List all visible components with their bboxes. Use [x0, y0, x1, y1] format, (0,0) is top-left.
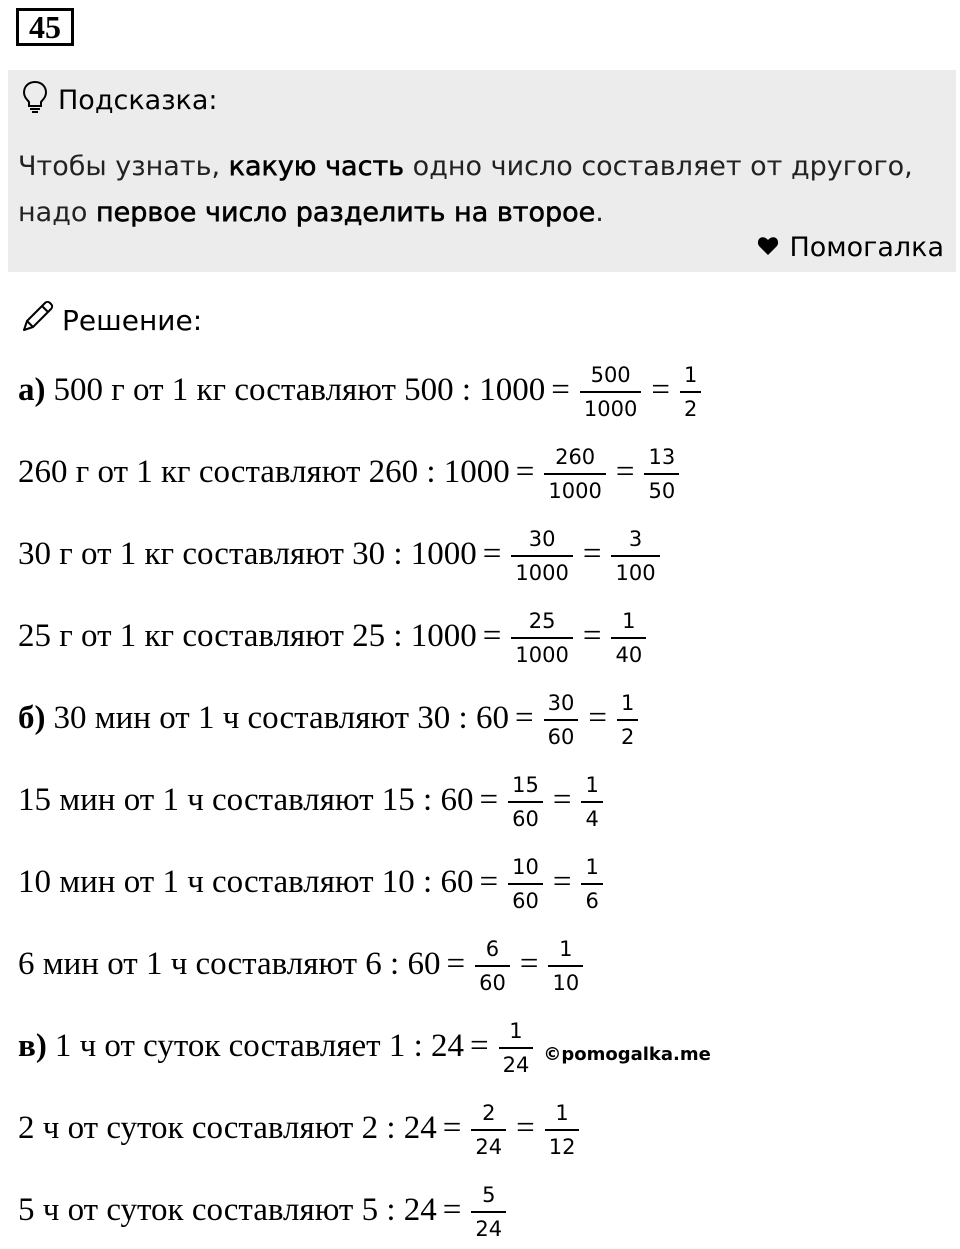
- line-text: 30 г от 1 кг составляют 30 : 1000: [18, 535, 477, 572]
- first-numerator: 10: [512, 854, 539, 879]
- line-text: 6 мин от 1 ч составляют 6 : 60: [18, 945, 441, 982]
- line-text: 5 ч от суток составляют 5 : 24: [18, 1191, 437, 1228]
- equals-sign: =: [582, 617, 602, 654]
- result-denominator: 4: [581, 801, 602, 830]
- first-fraction: [544, 444, 605, 503]
- line-text: 15 мин от 1 ч составляют 15 : 60: [18, 781, 474, 818]
- first-fraction: [544, 690, 579, 749]
- result-denominator: 100: [611, 555, 659, 584]
- line-text: 10 мин от 1 ч составляют 10 : 60: [18, 863, 474, 900]
- result-numerator: 13: [648, 444, 676, 469]
- first-numerator: 15: [512, 772, 539, 797]
- first-numerator: 5: [482, 1182, 496, 1207]
- result-numerator: 1: [683, 362, 698, 387]
- first-denominator: 60: [475, 965, 510, 994]
- first-numerator: 6: [485, 936, 500, 961]
- part-label: б): [18, 699, 46, 736]
- first-denominator: 1000: [511, 637, 572, 666]
- hint-header: [22, 80, 218, 120]
- equals-sign: =: [552, 863, 572, 900]
- first-denominator: 60: [544, 719, 579, 748]
- first-denominator: 1000: [544, 473, 605, 502]
- result-numerator: 1: [622, 608, 636, 633]
- equals-sign: =: [588, 699, 607, 736]
- result-numerator: 1: [585, 772, 599, 797]
- result-numerator: 3: [628, 526, 643, 551]
- result-denominator: 10: [548, 965, 583, 994]
- pencil-icon: [18, 298, 56, 343]
- first-numerator: 500: [590, 362, 631, 387]
- hint-text: Чтобы узнать, какую часть одно число составляет от другого, надо первое число разделить на второе.: [18, 151, 913, 228]
- first-fraction: [580, 362, 641, 421]
- result-fraction: [581, 854, 602, 913]
- part-label: а): [18, 371, 46, 408]
- hint-box: [8, 70, 956, 272]
- result-fraction: [611, 608, 646, 667]
- line-text: 30 мин от 1 ч составляют 30 : 60: [53, 699, 509, 736]
- solution-line: [18, 770, 607, 830]
- part-label: в): [18, 1027, 47, 1064]
- line-text: 1 ч от суток составляет 1 : 24: [54, 1027, 464, 1064]
- credit-label: Помогалка: [789, 232, 944, 263]
- equals-sign: =: [514, 699, 534, 736]
- first-denominator: 1000: [580, 391, 641, 420]
- first-denominator: 24: [471, 1211, 506, 1240]
- result-numerator: 1: [620, 690, 635, 715]
- first-fraction: [499, 1018, 534, 1077]
- result-denominator: 2: [617, 719, 638, 748]
- result-numerator: 1: [559, 936, 573, 961]
- result-fraction: [617, 690, 638, 749]
- result-fraction: [545, 1100, 580, 1159]
- first-numerator: 25: [528, 608, 556, 633]
- solution-title: Решение:: [62, 303, 203, 337]
- solution-line: [18, 442, 683, 502]
- line-text: 2 ч от суток составляют 2 : 24: [18, 1109, 437, 1146]
- result-fraction: [680, 362, 701, 421]
- solution-line: [18, 360, 705, 420]
- solution-line: [18, 852, 607, 912]
- equals-sign: =: [582, 535, 602, 572]
- first-fraction: [508, 772, 543, 831]
- solution-line: [18, 606, 650, 666]
- first-fraction: [471, 1100, 506, 1159]
- hint-bold-2: первое число разделить на второе: [95, 197, 596, 228]
- result-denominator: 2: [680, 391, 701, 420]
- lightbulb-icon: [22, 80, 48, 121]
- first-numerator: 30: [528, 526, 556, 551]
- result-denominator: 6: [581, 883, 602, 912]
- result-numerator: 1: [555, 1100, 569, 1125]
- first-denominator: 24: [499, 1047, 534, 1076]
- result-denominator: 50: [644, 473, 679, 502]
- first-numerator: 260: [555, 444, 596, 469]
- solution-header: [18, 298, 202, 342]
- equals-sign: =: [551, 371, 570, 408]
- equals-sign: =: [470, 1027, 489, 1064]
- first-denominator: 24: [471, 1129, 506, 1158]
- equals-sign: =: [651, 371, 670, 408]
- equals-sign: =: [442, 1109, 462, 1146]
- equals-sign: =: [446, 945, 466, 982]
- heart-icon: [757, 232, 779, 263]
- task-number: 45: [16, 8, 74, 46]
- first-numerator: 1: [509, 1018, 523, 1043]
- credit: [757, 232, 944, 263]
- watermark: ©pomogalka.me: [543, 1043, 711, 1065]
- equals-sign: =: [482, 617, 502, 654]
- result-denominator: 12: [545, 1129, 580, 1158]
- equals-sign: =: [615, 453, 635, 490]
- first-numerator: 2: [482, 1100, 496, 1125]
- equals-sign: =: [515, 453, 535, 490]
- first-fraction: [511, 526, 572, 585]
- result-numerator: 1: [585, 854, 599, 879]
- equals-sign: =: [519, 945, 539, 982]
- line-text: 500 г от 1 кг составляют 500 : 1000: [53, 371, 546, 408]
- result-fraction: [644, 444, 679, 503]
- result-fraction: [581, 772, 602, 831]
- equals-sign: =: [516, 1109, 535, 1146]
- solution-line: [18, 524, 664, 584]
- solution-line: [18, 934, 587, 994]
- result-fraction: [611, 526, 659, 585]
- result-fraction: [548, 936, 583, 995]
- first-fraction: [511, 608, 572, 667]
- first-denominator: 60: [508, 801, 543, 830]
- hint-title: Подсказка:: [58, 84, 218, 116]
- equals-sign: =: [479, 863, 499, 900]
- equals-sign: =: [552, 781, 572, 818]
- solution-line: [18, 1180, 510, 1240]
- first-fraction: [508, 854, 543, 913]
- first-fraction: [471, 1182, 506, 1241]
- line-text: 260 г от 1 кг составляют 260 : 1000: [18, 453, 510, 490]
- equals-sign: =: [442, 1191, 462, 1228]
- result-denominator: 40: [611, 637, 646, 666]
- line-text: 25 г от 1 кг составляют 25 : 1000: [18, 617, 477, 654]
- equals-sign: =: [479, 781, 499, 818]
- first-numerator: 30: [547, 690, 575, 715]
- equals-sign: =: [482, 535, 502, 572]
- hint-bold-1: какую часть: [228, 151, 405, 182]
- first-denominator: 60: [508, 883, 543, 912]
- solution-line: [18, 688, 642, 748]
- first-fraction: [475, 936, 510, 995]
- solution-line: [18, 1098, 583, 1158]
- solution-line: [18, 1016, 711, 1076]
- first-denominator: 1000: [511, 555, 572, 584]
